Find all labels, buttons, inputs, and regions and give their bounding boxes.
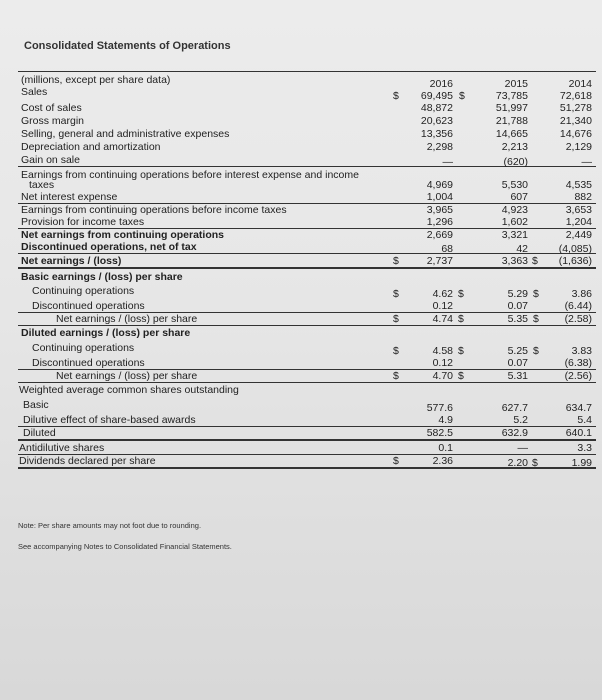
row-diluted-discontinued bbox=[18, 358, 596, 370]
row-label: Weighted average common shares outstanding bbox=[19, 384, 239, 396]
value-2015: 5.29 bbox=[507, 288, 528, 300]
row-diluted-shares bbox=[18, 428, 596, 441]
operations-table bbox=[18, 75, 596, 469]
currency-symbol: $ bbox=[532, 457, 538, 469]
currency-symbol: $ bbox=[393, 255, 399, 267]
currency-symbol: $ bbox=[393, 345, 399, 357]
row-label: Discontinued operations bbox=[32, 300, 145, 312]
row-label: Basic bbox=[23, 399, 49, 411]
value-2014: 634.7 bbox=[565, 402, 592, 414]
value-2016: 1,296 bbox=[426, 216, 453, 228]
value-2014: 640.1 bbox=[565, 427, 592, 439]
row-basic-shares bbox=[18, 399, 596, 414]
value-2016: 577.6 bbox=[426, 402, 453, 414]
value-2016: 4.9 bbox=[438, 414, 453, 426]
value-2014: 3,653 bbox=[565, 204, 592, 216]
row-label: Discontinued operations bbox=[32, 357, 145, 369]
value-2016: 2.36 bbox=[432, 455, 453, 467]
value-2015: 42 bbox=[516, 243, 528, 255]
value-2016: 2,298 bbox=[426, 141, 453, 153]
row-gain-on-sale bbox=[18, 155, 596, 167]
value-2015: 5.35 bbox=[507, 313, 528, 325]
row-label: Net interest expense bbox=[21, 191, 118, 203]
row-label: Cost of sales bbox=[21, 102, 82, 114]
row-basic-net-eps bbox=[18, 314, 596, 326]
rounding-note: Note: Per share amounts may not foot due to rounding. bbox=[18, 521, 202, 530]
value-2016: 582.5 bbox=[426, 427, 453, 439]
row-income-taxes bbox=[18, 217, 596, 229]
currency-symbol: $ bbox=[393, 313, 399, 325]
row-label: Net earnings / (loss) per share bbox=[56, 370, 198, 382]
value-2016: 1,004 bbox=[426, 191, 453, 203]
row-ebt bbox=[18, 205, 596, 216]
value-2015: 2.20 bbox=[507, 457, 528, 469]
row-basic-discontinued bbox=[18, 301, 596, 313]
value-2016: 2,669 bbox=[426, 229, 453, 241]
value-2014: (1,636) bbox=[558, 255, 592, 267]
value-2015: 607 bbox=[510, 191, 528, 203]
value-2016: 2,737 bbox=[426, 255, 453, 267]
value-2014: 3.3 bbox=[577, 442, 592, 454]
row-label: Dilutive effect of share-based awards bbox=[23, 414, 196, 426]
row-label: Gain on sale bbox=[21, 154, 80, 166]
value-2015: 73,785 bbox=[495, 90, 528, 102]
value-2016: 69,495 bbox=[420, 90, 453, 102]
value-2016: 4.70 bbox=[432, 370, 453, 382]
currency-symbol: $ bbox=[458, 345, 464, 357]
value-2014: 3.86 bbox=[571, 288, 592, 300]
value-2014: 2,449 bbox=[565, 229, 592, 241]
row-net-earnings bbox=[18, 256, 596, 269]
value-2015: 5.25 bbox=[507, 345, 528, 357]
value-2014: (6.38) bbox=[564, 357, 592, 369]
row-diluted-net-eps bbox=[18, 371, 596, 383]
value-2015: 1,602 bbox=[501, 216, 528, 228]
row-label: Earnings from continuing operations before interest expense and income taxes bbox=[21, 169, 359, 191]
row-depreciation bbox=[18, 142, 596, 153]
value-2016: 48,872 bbox=[420, 102, 453, 114]
currency-symbol: $ bbox=[533, 288, 539, 300]
row-label: Dividends declared per share bbox=[19, 455, 156, 467]
row-label: Continuing operations bbox=[32, 342, 135, 354]
row-label: Net earnings from continuing operations bbox=[21, 229, 225, 241]
currency-symbol: $ bbox=[393, 90, 399, 102]
header-rule bbox=[18, 71, 596, 72]
value-2016: 0.12 bbox=[432, 357, 453, 369]
row-label: Antidilutive shares bbox=[19, 442, 105, 454]
value-2016: 4.58 bbox=[432, 345, 453, 357]
accompanying-notes: See accompanying Notes to Consolidated Financial Statements. bbox=[18, 542, 232, 551]
value-2015: — bbox=[517, 442, 528, 454]
value-2016: 0.1 bbox=[438, 442, 453, 454]
value-2015: 21,788 bbox=[495, 115, 528, 127]
value-2016: 13,356 bbox=[420, 128, 453, 140]
currency-symbol: $ bbox=[459, 90, 465, 102]
row-discontinued-ops bbox=[18, 242, 596, 254]
currency-symbol: $ bbox=[393, 288, 399, 300]
value-2015: 0.07 bbox=[507, 300, 528, 312]
row-net-earnings-continuing bbox=[18, 230, 596, 241]
value-2014: 21,340 bbox=[559, 115, 592, 127]
statement-title: Consolidated Statements of Operations bbox=[24, 40, 231, 52]
row-dilutive-effect bbox=[18, 415, 596, 427]
value-2016: 0.12 bbox=[432, 300, 453, 312]
row-ebit bbox=[18, 170, 596, 192]
value-2014: (6.44) bbox=[564, 300, 592, 312]
row-label: Depreciation and amortization bbox=[21, 141, 161, 153]
value-2015: 5.31 bbox=[507, 370, 528, 382]
value-2014: 3.83 bbox=[571, 345, 592, 357]
row-label: Diluted bbox=[23, 427, 56, 439]
value-2014: (4,085) bbox=[558, 243, 592, 255]
value-2015: 0.07 bbox=[507, 357, 528, 369]
currency-symbol: $ bbox=[532, 255, 538, 267]
value-2015: 3,363 bbox=[501, 255, 528, 267]
value-2014: 5.4 bbox=[577, 414, 592, 426]
row-label: Gross margin bbox=[21, 115, 85, 127]
value-2015: 5.2 bbox=[513, 414, 528, 426]
currency-symbol: $ bbox=[393, 370, 399, 382]
value-2015: 4,923 bbox=[501, 204, 528, 216]
row-antidilutive-shares bbox=[18, 443, 596, 455]
value-2016: 3,965 bbox=[426, 204, 453, 216]
value-2015: 632.9 bbox=[501, 427, 528, 439]
currency-symbol: $ bbox=[458, 313, 464, 325]
value-2014: 2,129 bbox=[565, 141, 592, 153]
value-2014: 4,535 bbox=[565, 179, 592, 191]
row-label: Sales bbox=[21, 86, 48, 98]
row-label: Continuing operations bbox=[32, 285, 135, 297]
value-2015: 14,665 bbox=[495, 128, 528, 140]
value-2016: 4.62 bbox=[432, 288, 453, 300]
value-2015: 51,997 bbox=[495, 102, 528, 114]
year-2015-header: 2015 bbox=[504, 78, 528, 90]
row-sales bbox=[18, 86, 596, 102]
year-2016-header: 2016 bbox=[429, 78, 453, 90]
value-2015: (620) bbox=[503, 156, 528, 168]
row-label: Earnings from continuing operations before income taxes bbox=[21, 204, 287, 216]
value-2014: 14,676 bbox=[559, 128, 592, 140]
row-label: Provision for income taxes bbox=[21, 216, 145, 228]
currency-symbol: $ bbox=[533, 345, 539, 357]
year-2014-header: 2014 bbox=[568, 78, 592, 90]
row-gross-margin bbox=[18, 116, 596, 127]
row-diluted-continuing bbox=[18, 342, 596, 357]
currency-symbol: $ bbox=[458, 288, 464, 300]
row-label: Selling, general and administrative expenses bbox=[21, 128, 230, 140]
row-basic-continuing bbox=[18, 285, 596, 300]
row-weighted-shares-header bbox=[18, 385, 596, 396]
value-2016: 20,623 bbox=[420, 115, 453, 127]
row-label: Diluted earnings / (loss) per share bbox=[21, 327, 191, 339]
row-basic-eps-header bbox=[18, 272, 596, 283]
units-label: (millions, except per share data) bbox=[21, 74, 171, 86]
row-label: Discontinued operations, net of tax bbox=[21, 241, 197, 253]
row-label: Net earnings / (loss) bbox=[21, 255, 122, 267]
value-2014: 1,204 bbox=[565, 216, 592, 228]
value-2016: 68 bbox=[441, 243, 453, 255]
row-dividends bbox=[18, 456, 596, 469]
value-2016: — bbox=[442, 156, 453, 168]
row-sga bbox=[18, 129, 596, 140]
row-label: Net earnings / (loss) per share bbox=[56, 313, 198, 325]
value-2014: (2.56) bbox=[564, 370, 592, 382]
value-2014: 882 bbox=[574, 191, 592, 203]
value-2014: (2.58) bbox=[564, 313, 592, 325]
value-2014: — bbox=[581, 156, 592, 168]
value-2014: 51,278 bbox=[559, 102, 592, 114]
currency-symbol: $ bbox=[533, 313, 539, 325]
value-2015: 627.7 bbox=[501, 402, 528, 414]
value-2015: 3,321 bbox=[501, 229, 528, 241]
value-2016: 4,969 bbox=[426, 179, 453, 191]
currency-symbol: $ bbox=[393, 455, 399, 467]
value-2015: 2,213 bbox=[501, 141, 528, 153]
currency-symbol: $ bbox=[458, 370, 464, 382]
row-diluted-eps-header bbox=[18, 328, 596, 339]
header-row bbox=[18, 74, 596, 90]
value-2014: 1.99 bbox=[571, 457, 592, 469]
row-cost-of-sales bbox=[18, 103, 596, 114]
value-2014: 72,618 bbox=[559, 90, 592, 102]
value-2016: 4.74 bbox=[432, 313, 453, 325]
row-net-interest bbox=[18, 192, 596, 204]
row-label: Basic earnings / (loss) per share bbox=[21, 271, 183, 283]
value-2015: 5,530 bbox=[501, 179, 528, 191]
